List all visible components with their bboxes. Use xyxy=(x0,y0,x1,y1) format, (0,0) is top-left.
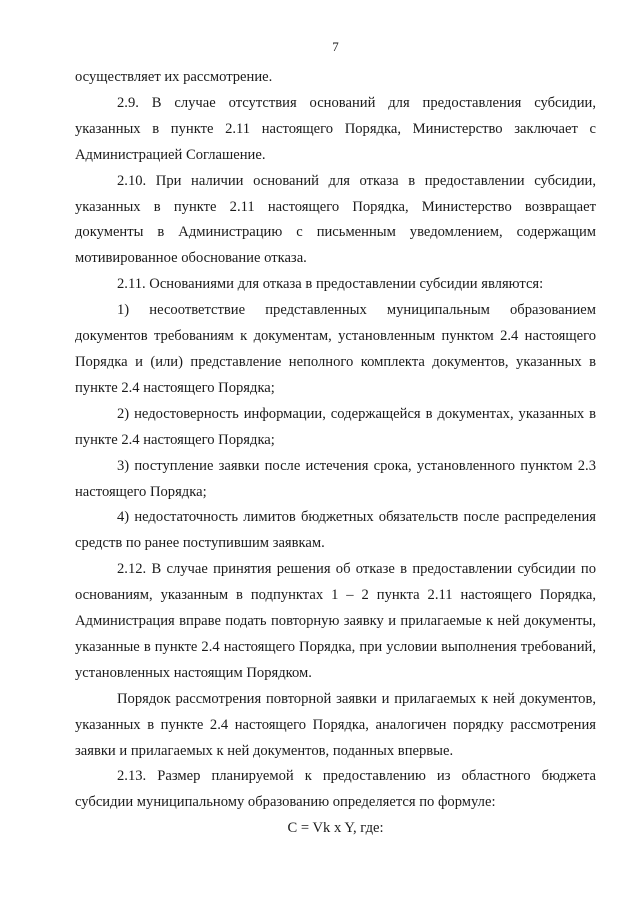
formula: C = Vk x Y, где: xyxy=(287,820,384,837)
list-item-4: 4) недостаточность лимитов бюджетных обязательств после распределения средств по ранее поступившим заявкам. xyxy=(75,509,596,552)
list-item-1: 1) несоответствие представленных муниципальным образованием документов требованиям к документам, установленным пунктом 2.4 настоящего Порядка и (или) представление неполного комплекта документов, указанных в пункте 2.4 настоящего Порядка; xyxy=(75,302,596,396)
paragraph-continuation: осуществляет их рассмотрение. xyxy=(75,69,273,85)
paragraph-2-12: 2.12. В случае принятия решения об отказе в предоставлении субсидии по основаниям, указанным в подпунктах 1 – 2 пункта 2.11 настоящего Порядка, Администрация вправе подать повторную заявку и прилагаемые к ней документы, указанные в пункте 2.4 настоящего Порядка, при условии выполнения требований, установленных настоящим Порядком. xyxy=(75,561,596,681)
list-item-3: 3) поступление заявки после истечения срока, установленного пунктом 2.3 настоящего Порядка; xyxy=(75,457,596,500)
paragraph-2-9: 2.9. В случае отсутствия оснований для предоставления субсидии, указанных в пункте 2.11 настоящего Порядка, Министерство заключает с Администрацией Соглашение. xyxy=(75,94,596,163)
paragraph-repeat-order: Порядок рассмотрения повторной заявки и прилагаемых к ней документов, указанных в пункте 2.4 настоящего Порядка, аналогичен порядку рассмотрения заявки и прилагаемых к ней документов, поданных впервые. xyxy=(75,690,596,759)
paragraph-2-13: 2.13. Размер планируемой к предоставлению из областного бюджета субсидии муниципальному образованию определяется по формуле: xyxy=(75,768,596,811)
list-item-2: 2) недостоверность информации, содержащейся в документах, указанных в пункте 2.4 настоящего Порядка; xyxy=(75,405,596,448)
page-number: 7 xyxy=(332,39,339,54)
paragraph-2-11: 2.11. Основаниями для отказа в предоставлении субсидии являются: xyxy=(117,276,544,293)
paragraph-2-10: 2.10. При наличии оснований для отказа в предоставлении субсидии, указанных в пункте 2.11 настоящего Порядка, Министерство возвращает документы в Администрацию с письменным уведомлением, содержащим мотивированное обоснование отказа. xyxy=(75,172,596,267)
